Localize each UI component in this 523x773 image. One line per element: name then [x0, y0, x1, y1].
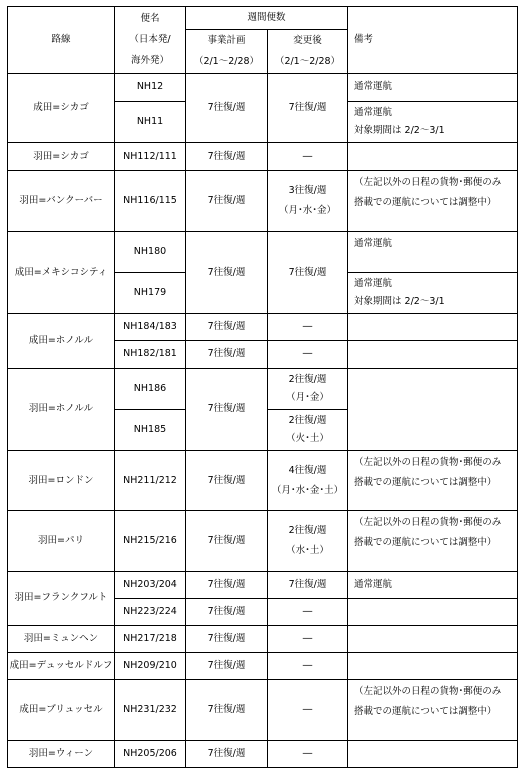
note-cell	[348, 273, 518, 314]
changed-days: （月･水･金･土）	[271, 484, 344, 496]
note-line: 搭載での運航については調整中）	[354, 477, 497, 489]
changed-cell: ―	[268, 653, 348, 680]
changed-cell: ―	[268, 626, 348, 653]
route-cell: 羽田=シカゴ	[8, 143, 115, 171]
header-changed: 変更後	[268, 30, 348, 52]
note-cell	[348, 341, 518, 368]
table-row	[8, 680, 518, 740]
flight-cell: NH12	[115, 73, 186, 101]
changed-days: （火･土）	[286, 432, 329, 444]
changed-cell: ―	[268, 598, 348, 625]
changed-cell: 7往復/週	[268, 73, 348, 142]
changed-cell: ―	[268, 740, 348, 767]
note-cell: 通常運航	[348, 571, 518, 598]
route-cell: 成田=ホノルル	[8, 314, 115, 368]
plan-cell: 7往復/週	[186, 451, 268, 511]
plan-cell: 7往復/週	[186, 680, 268, 740]
changed-cell	[268, 451, 348, 511]
note-cell: 通常運航	[348, 231, 518, 272]
note-line: 搭載での運航については調整中）	[354, 197, 497, 209]
changed-cell: ―	[268, 143, 348, 171]
changed-cell	[268, 368, 348, 409]
plan-cell: 7往復/週	[186, 571, 268, 598]
flight-cell: NH185	[115, 409, 186, 450]
header-flight-line3: 海外発）	[130, 54, 169, 66]
note-line: 通常運航	[354, 107, 393, 119]
route-cell: 羽田=パリ	[8, 511, 115, 571]
flight-cell: NH231/232	[115, 680, 186, 740]
table-row	[8, 571, 518, 598]
flight-cell: NH203/204	[115, 571, 186, 598]
plan-cell: 7往復/週	[186, 626, 268, 653]
header-flight-line1: 便名	[140, 12, 160, 24]
changed-days: （水･土）	[286, 545, 329, 557]
table-row	[8, 511, 518, 571]
plan-cell: 7往復/週	[186, 653, 268, 680]
changed-line: 2往復/週	[288, 525, 327, 537]
table-row	[8, 653, 518, 680]
plan-cell: 7往復/週	[186, 740, 268, 767]
flight-cell: NH180	[115, 231, 186, 272]
changed-cell	[268, 409, 348, 450]
flight-cell: NH205/206	[115, 740, 186, 767]
flight-cell: NH184/183	[115, 314, 186, 341]
plan-cell: 7往復/週	[186, 314, 268, 341]
note-line: 搭載での運航については調整中）	[354, 706, 497, 718]
table-row	[8, 368, 518, 409]
table-row	[8, 740, 518, 767]
note-cell	[348, 653, 518, 680]
header-changed-period: （2/1～2/28）	[268, 51, 348, 73]
flight-cell: NH217/218	[115, 626, 186, 653]
changed-line: 2往復/週	[288, 373, 327, 385]
flight-cell: NH215/216	[115, 511, 186, 571]
note-line: 対象期間は 2/2～3/1	[354, 125, 445, 137]
plan-cell: 7往復/週	[186, 511, 268, 571]
route-cell: 成田=ブリュッセル	[8, 680, 115, 740]
route-cell: 成田=デュッセルドルフ	[8, 653, 115, 680]
header-plan: 事業計画	[186, 30, 268, 52]
changed-cell: ―	[268, 341, 348, 368]
route-cell: 羽田=フランクフルト	[8, 571, 115, 625]
header-flight-number	[115, 7, 186, 74]
changed-line: 3往復/週	[288, 185, 327, 197]
note-cell	[348, 368, 518, 450]
changed-cell: 7往復/週	[268, 231, 348, 313]
flight-cell: NH116/115	[115, 171, 186, 231]
route-cell: 羽田=ホノルル	[8, 368, 115, 450]
note-line: （左記以外の日程の貨物･郵便のみ	[354, 686, 502, 698]
note-line: （左記以外の日程の貨物･郵便のみ	[354, 517, 502, 529]
plan-cell: 7往復/週	[186, 171, 268, 231]
route-cell: 羽田=バンクーバー	[8, 171, 115, 231]
header-weekly-flights: 週間便数	[186, 7, 348, 30]
plan-cell: 7往復/週	[186, 231, 268, 313]
note-cell	[348, 451, 518, 511]
changed-cell: 7往復/週	[268, 571, 348, 598]
note-cell	[348, 102, 518, 143]
table-row	[8, 451, 518, 511]
changed-cell	[268, 171, 348, 231]
route-cell: 成田=メキシコシティ	[8, 231, 115, 313]
plan-cell: 7往復/週	[186, 368, 268, 450]
plan-cell: 7往復/週	[186, 143, 268, 171]
note-line: （左記以外の日程の貨物･郵便のみ	[354, 457, 502, 469]
plan-cell: 7往復/週	[186, 73, 268, 142]
changed-cell: ―	[268, 314, 348, 341]
route-cell: 羽田=ロンドン	[8, 451, 115, 511]
changed-days: （月･水･金）	[279, 205, 337, 217]
table-row	[8, 73, 518, 101]
table-row	[8, 143, 518, 171]
flight-cell: NH186	[115, 368, 186, 409]
note-cell: 通常運航	[348, 73, 518, 101]
note-cell	[348, 680, 518, 740]
header-plan-period: （2/1～2/28）	[186, 51, 268, 73]
note-cell	[348, 626, 518, 653]
note-cell	[348, 598, 518, 625]
flight-cell: NH223/224	[115, 598, 186, 625]
table-row	[8, 626, 518, 653]
note-cell	[348, 511, 518, 571]
note-line: 搭載での運航については調整中）	[354, 537, 497, 549]
header-notes: 備考	[348, 7, 518, 74]
changed-cell: ―	[268, 680, 348, 740]
note-cell	[348, 314, 518, 341]
flight-cell: NH209/210	[115, 653, 186, 680]
note-line: 対象期間は 2/2～3/1	[354, 296, 445, 308]
note-line: 通常運航	[354, 278, 393, 290]
changed-cell	[268, 511, 348, 571]
note-cell	[348, 171, 518, 231]
table-row	[8, 231, 518, 272]
changed-line: 4往復/週	[288, 464, 327, 476]
route-cell: 成田=シカゴ	[8, 73, 115, 142]
flight-cell: NH179	[115, 273, 186, 314]
route-cell: 羽田=ウィーン	[8, 740, 115, 767]
note-cell	[348, 740, 518, 767]
plan-cell: 7往復/週	[186, 341, 268, 368]
table-row	[8, 314, 518, 341]
header-route: 路線	[8, 7, 115, 74]
route-cell: 羽田=ミュンヘン	[8, 626, 115, 653]
plan-cell: 7往復/週	[186, 598, 268, 625]
note-cell	[348, 143, 518, 171]
changed-days: （月･金）	[286, 391, 329, 403]
flight-schedule-table	[7, 6, 518, 768]
flight-cell: NH211/212	[115, 451, 186, 511]
note-line: （左記以外の日程の貨物･郵便のみ	[354, 177, 502, 189]
changed-line: 2往復/週	[288, 414, 327, 426]
flight-cell: NH182/181	[115, 341, 186, 368]
table-row	[8, 171, 518, 231]
flight-cell: NH112/111	[115, 143, 186, 171]
header-flight-line2: （日本発/	[129, 33, 171, 45]
flight-cell: NH11	[115, 102, 186, 143]
